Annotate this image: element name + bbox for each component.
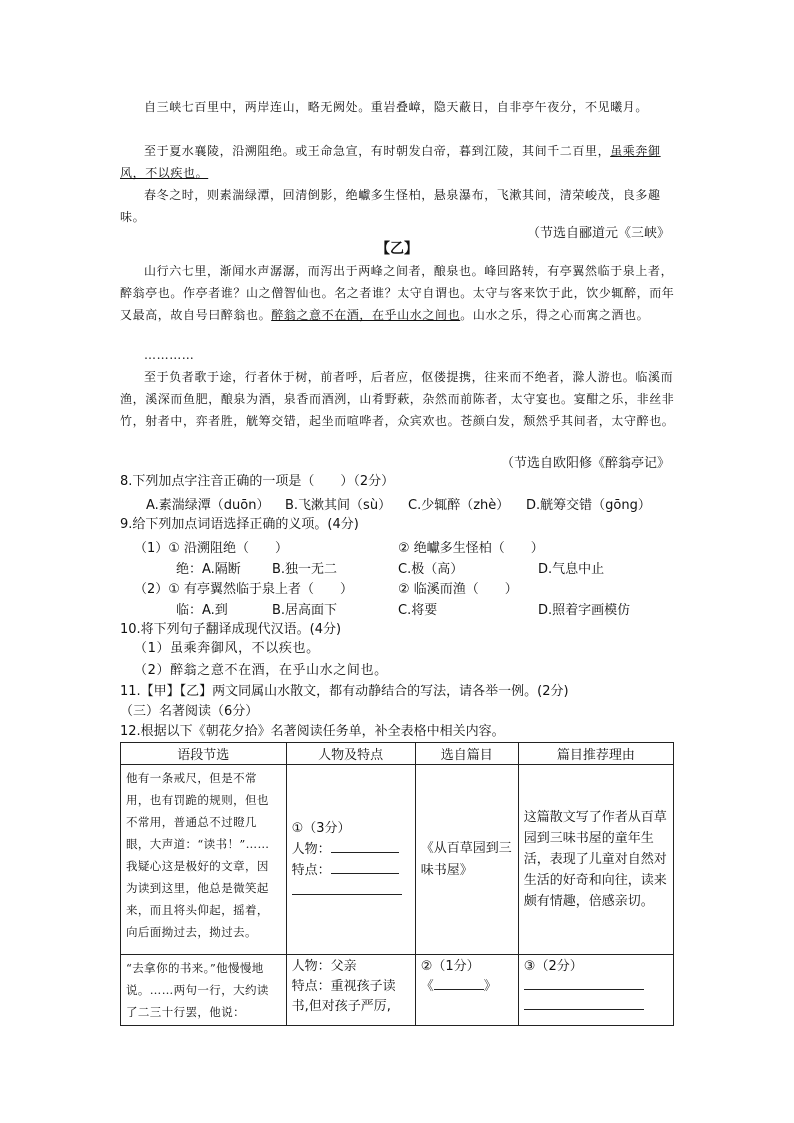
yi-paragraph-2: 至于负者歌于途，行者休于树，前者呼，后者应，伛偻提携，往来而不绝者，滁人游也。临溪而渔，溪深而鱼肥，酿泉为酒，泉香而酒洌，山肴野蔌，杂然而前陈者，太守宴也。宴酣之乐，非丝非竹，射者中，弈者胜，觥筹交错，起坐而喧哗者，众宾欢也。苍颜白发，颓然乎其间者，太守醉也。 bbox=[120, 370, 675, 428]
q11-stem: 11.【甲】【乙】两文同属山水散文，都有动静结合的写法，请各举一例。(2分) bbox=[120, 684, 569, 699]
q8-option-c: C.少辄醉（zhè） bbox=[408, 498, 510, 513]
reading-task-table bbox=[120, 742, 674, 1026]
row2-book bbox=[421, 977, 513, 997]
header-reason: 篇目推荐理由 bbox=[518, 743, 673, 765]
row1-mark: ①（3分） bbox=[291, 820, 351, 836]
header-excerpt: 语段节选 bbox=[121, 743, 287, 765]
q9-item-1b: ② 绝巘多生怪柏（ ） bbox=[398, 541, 544, 556]
row1-person-label: 人物： bbox=[291, 841, 331, 857]
row2-excerpt: “去拿你的书来。”他慢慢地说。……两句一行，大约读了二三十行罢，他说： bbox=[121, 955, 287, 1026]
q12-stem: 12.根据以下《朝花夕拾》名著阅读任务单，补全表格中相关内容。 bbox=[120, 724, 505, 739]
row1-trait bbox=[292, 860, 410, 881]
row2-reason-blank-2[interactable] bbox=[524, 1009, 644, 1010]
yi-source: （节选自欧阳修《醉翁亭记》 bbox=[500, 456, 670, 471]
row2-trait: 特点：重视孩子读书,但对孩子严厉, bbox=[291, 979, 396, 1014]
q9-jue-b: B.独一无二 bbox=[272, 562, 338, 577]
q10-sentence-2: （2）醉翁之意不在酒，在乎山水之间也。 bbox=[134, 663, 388, 678]
q8-option-d: D.觥筹交错（gōng） bbox=[526, 498, 651, 513]
jia-paragraph-3: 春冬之时，则素湍绿潭，回清倒影，绝巘多生怪柏，悬泉瀑布，飞漱其间，清荣峻茂，良多趣味。 bbox=[120, 188, 661, 224]
book-open-bracket: 《 bbox=[420, 979, 434, 994]
yi-ellipsis: ………… bbox=[144, 348, 195, 362]
book-close-bracket: 》 bbox=[483, 979, 497, 994]
row1-reason: 这篇散文写了作者从百草园到三味书屋的童年生活，表现了儿童对自然对生活的好奇和向往，读来颇有情趣，倍感亲切。 bbox=[518, 765, 673, 955]
row1-excerpt: 他有一条戒尺，但是不常用，也有罚跪的规则，但也不常用，普通总不过瞪几眼，大声道：“读书！”……我疑心这是极好的文章，因为读到这里，他总是微笑起来，而且将头仰起，摇着，向后面拗过去，拗过去。 bbox=[121, 765, 287, 955]
q9-item-2a: （2）① 有亭翼然临于泉上者（ ） bbox=[134, 582, 354, 597]
row1-person bbox=[292, 839, 410, 860]
header-chapter: 选自篇目 bbox=[415, 743, 518, 765]
row2-chapter-blank[interactable] bbox=[434, 989, 484, 990]
q9-item-1a: （1）① 沿溯阻绝（ ） bbox=[134, 541, 289, 556]
q10-stem: 10.将下列句子翻译成现代汉语。(4分) bbox=[120, 622, 342, 637]
row2-chapter-cell bbox=[415, 955, 518, 1026]
jia-p2-text: 至于夏水襄陵，沿溯阻绝。或王命急宣，有时朝发白帝，暮到江陵，其间千二百里， bbox=[144, 144, 611, 158]
jia-p2-underlined: 虽乘奔御风，不以疾也。 bbox=[120, 144, 661, 180]
row2-person: 人物：父亲 bbox=[291, 959, 357, 974]
q9-lin-d: D.照着字画模仿 bbox=[538, 603, 631, 618]
table-row bbox=[121, 955, 674, 1026]
row1-trait-blank-2[interactable] bbox=[292, 894, 402, 895]
yi-p1-underlined: 醉翁之意不在酒，在乎山水之间也 bbox=[271, 308, 461, 322]
q9-jue-c: C.极（高） bbox=[398, 562, 464, 577]
row2-reason-line-1 bbox=[524, 977, 668, 997]
row1-trait-line bbox=[292, 881, 410, 902]
jia-paragraph-1: 自三峡七百里中，两岸连山，略无阙处。重岩叠嶂，隐天蔽日，自非亭午夜分，不见曦月。 bbox=[144, 100, 649, 114]
section-3-title: （三）名著阅读（6分） bbox=[120, 704, 259, 719]
q9-stem: 9.给下列加点词语选择正确的义项。(4分) bbox=[120, 517, 359, 532]
header-character: 人物及特点 bbox=[286, 743, 415, 765]
row2-reason-blank-1[interactable] bbox=[524, 989, 644, 990]
yi-p1-tail: 。山水之乐，得之心而寓之酒也。 bbox=[460, 308, 650, 322]
table-row bbox=[121, 765, 674, 955]
q8-option-b: B.飞漱其间（sù） bbox=[285, 498, 392, 513]
jia-paragraph-2 bbox=[120, 140, 680, 184]
row2-mark: ②（1分） bbox=[420, 959, 480, 974]
row1-trait-label: 特点： bbox=[291, 862, 331, 878]
row2-mark3: ③（2分） bbox=[523, 959, 583, 974]
row2-character-cell bbox=[286, 955, 415, 1026]
yi-p1-text: 山行六七里，渐闻水声潺潺，而泻出于两峰之间者，酿泉也。峰回路转，有亭翼然临于泉上者，醉翁亭也。作亭者谁？山之僧智仙也。名之者谁？太守自谓也。太守与客来饮于此，饮少辄醉，而年又最高，故自号曰醉翁也。 bbox=[120, 264, 675, 322]
q10-sentence-1: （1）虽乘奔御风，不以疾也。 bbox=[134, 641, 320, 656]
q9-jue-d: D.气息中止 bbox=[538, 562, 605, 577]
row1-chapter: 《从百草园到三味书屋》 bbox=[415, 765, 518, 955]
q9-lin-c: C.将要 bbox=[398, 603, 438, 618]
row2-reason-line-2 bbox=[524, 997, 668, 1017]
row1-character-cell bbox=[286, 765, 415, 955]
jia-source: （节选自郦道元《三峡》 bbox=[526, 226, 670, 241]
q9-item-2b: ② 临溪而渔（ ） bbox=[398, 582, 518, 597]
q9-jue-a: 绝：A.隔断 bbox=[176, 562, 241, 577]
q9-lin-a: 临：A.到 bbox=[176, 603, 228, 618]
row1-trait-blank[interactable] bbox=[331, 873, 399, 874]
row1-person-blank[interactable] bbox=[331, 852, 399, 853]
yi-paragraph-1 bbox=[120, 260, 680, 326]
row2-reason-cell bbox=[518, 955, 673, 1026]
table-header-row bbox=[121, 743, 674, 765]
q8-stem: 8.下列加点字注音正确的一项是（ ）（2分） bbox=[120, 474, 395, 489]
q9-lin-b: B.居高面下 bbox=[272, 603, 338, 618]
yi-heading: 【乙】 bbox=[376, 241, 418, 257]
q8-option-a: A.素湍绿潭（duōn） bbox=[146, 498, 270, 513]
